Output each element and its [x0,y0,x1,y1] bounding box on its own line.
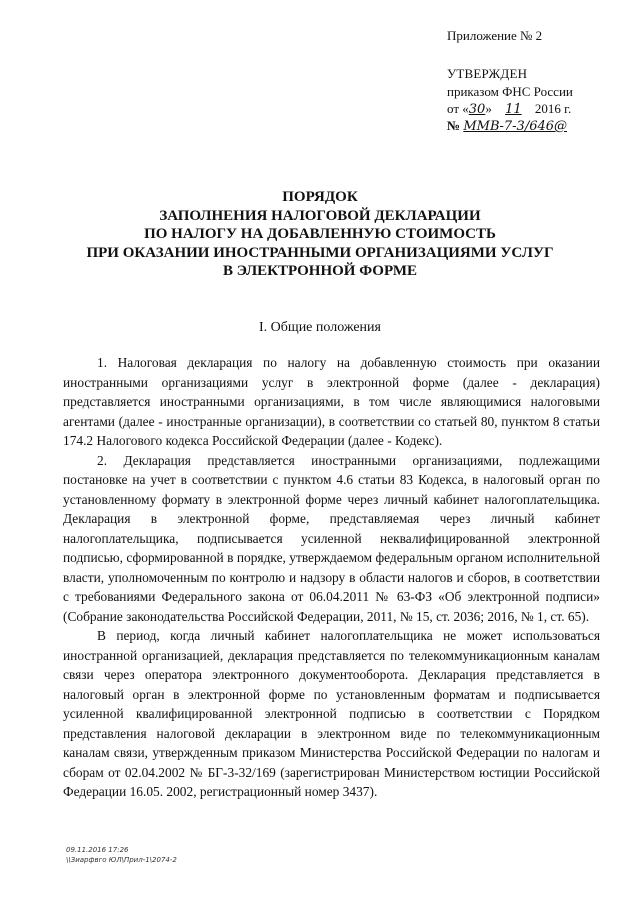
document-title [60,188,580,281]
number-prefix: № [447,118,464,133]
file-footer [66,845,177,865]
date-month-handwritten: 11 [505,102,522,117]
document-body [63,353,600,802]
title-line-1: ПОРЯДОК [282,189,358,205]
approval-number [447,118,567,135]
title-line-3: ПО НАЛОГУ НА ДОБАВЛЕННУЮ СТОИМОСТЬ [144,226,496,242]
date-prefix: от « [447,101,469,116]
title-line-2: ЗАПОЛНЕНИЯ НАЛОГОВОЙ ДЕКЛАРАЦИИ [159,207,481,224]
annex-label: Приложение № 2 [447,28,543,43]
approved-label: УТВЕРЖДЕН [447,66,528,81]
number-handwritten: ММВ-7-3/646@ [463,119,568,134]
paragraph-1: 1. Налоговая декларация по налогу на добавленную стоимость при оказании иностранными организациями услуг в электронной форме (далее - декларация) представляется иностранными организациями, в том числе являющимися налоговыми агентами (далее - иностранные организации), в соответствии со статьей 80, пунктом 8 статьи 174.2 Налогового кодекса Российской Федерации (далее - Кодекс). [63,355,600,448]
title-line-4: ПРИ ОКАЗАНИИ ИНОСТРАННЫМИ ОРГАНИЗАЦИЯМИ УСЛУГ [86,244,554,261]
paragraph-3: В период, когда личный кабинет налогоплательщика не может использоваться иностранной организацией, декларация представляется по телекоммуникационным каналам связи через оператора электронного документооборота. Декларация представляется в налоговый орган в электронной форме по установленным форматам и подписывается усиленной квалифицированной электронной подписью в соответствии с Порядком представления налоговой декларации в электронном виде по телекоммуникационным каналам связи, утвержденным приказом Министерства Российской Федерации по налогам и сборам от 02.04.2002 № БГ-3-32/169 (зарегистрирован Министерством юстиции Российской Федерации 16.05. 2002, регистрационный номер 3437). [63,628,600,799]
title-line-5: В ЭЛЕКТРОННОЙ ФОРМЕ [223,263,417,279]
date-day-handwritten: 30 [468,102,486,117]
approval-date [447,101,571,118]
order-label: приказом ФНС России [447,84,573,99]
date-mid: » [485,101,496,116]
section-heading: I. Общие положения [259,320,381,335]
footer-timestamp: 09.11.2016 17:26 [66,846,129,854]
footer-file-path: \\Зиарфвго ЮЛ\Прил-1\2074-2 [66,856,177,864]
paragraph-2: 2. Декларация представляется иностранными организациями, подлежащими постановке на учет в соответствии с пунктом 4.6 статьи 83 Кодекса, в налоговый орган по установленному формату в электронной форме через личный кабинет налогоплательщика. Декларация в электронной форме, представляемая через личный кабинет налогоплательщика, подписывается усиленной неквалифицированной электронной подписью, сформированной в порядке, утверждаемом федеральным органом исполнительной власти, уполномоченным по контролю и надзору в области налогов и сборов, в соответствии с требованиями Федерального закона от 06.04.2011 № 63-ФЗ «Об электронной подписи» (Собрание законодательства Российской Федерации, 2011, № 15, ст. 2036; 2016, № 1, ст. 65). [63,452,600,624]
date-year: 2016 г. [531,101,572,116]
